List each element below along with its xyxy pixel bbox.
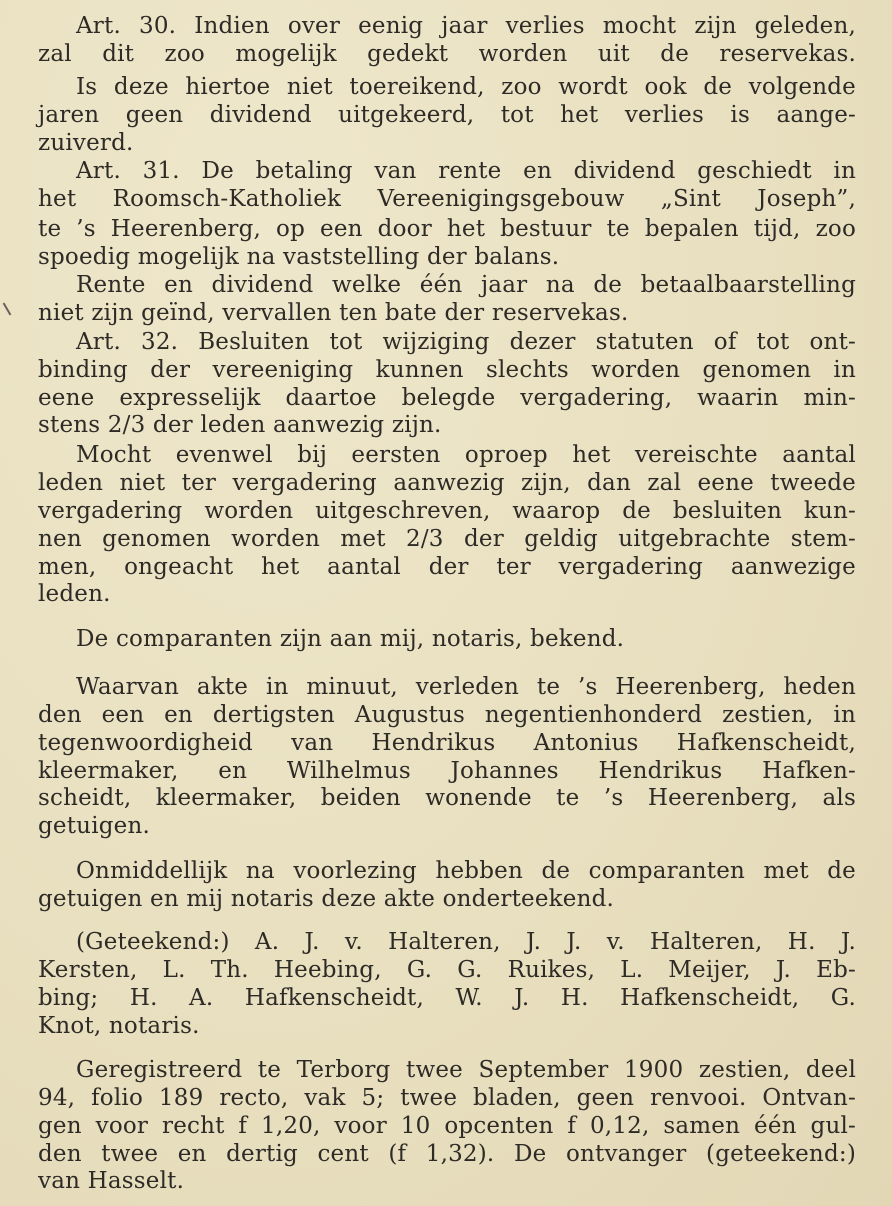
text-line: stens 2/3 der leden aanwezig zijn. [38, 412, 442, 438]
text-line: scheidt, kleermaker, beiden wonende te ’s Heerenberg, als [38, 785, 856, 811]
text-line: Rente en dividend welke één jaar na de betaalbaarstelling [76, 272, 856, 298]
text-line: Art. 30. Indien over eenig jaar verlies mocht zijn geleden, [76, 13, 856, 39]
text-line: Mocht evenwel bij eersten oproep het vereischte aantal [76, 442, 856, 468]
text-line: het Roomsch-Katholiek Vereenigingsgebouw „Sint Joseph”, [38, 186, 856, 212]
text-line: getuigen. [38, 813, 151, 839]
text-line: Knot, notaris. [38, 1013, 200, 1039]
text-line: getuigen en mij notaris deze akte onderteekend. [38, 886, 615, 912]
text-line: Geregistreerd te Terborg twee September 1900 zestien, deel [76, 1057, 856, 1083]
text-line: zuiverd. [38, 130, 134, 156]
text-line: den een en dertigsten Augustus negentienhonderd zestien, in [38, 702, 856, 728]
text-line: men, ongeacht het aantal der ter vergadering aanwezige [38, 554, 856, 580]
margin-mark [3, 302, 12, 315]
text-line: bing; H. A. Hafkenscheidt, W. J. H. Hafkenscheidt, G. [38, 985, 856, 1011]
text-line: den twee en dertig cent (f 1,32). De ontvanger (geteekend:) [38, 1141, 856, 1167]
text-line: Onmiddellijk na voorlezing hebben de comparanten met de [76, 858, 856, 884]
text-line: Waarvan akte in minuut, verleden te ’s Heerenberg, heden [76, 674, 856, 700]
text-line: Kersten, L. Th. Heebing, G. G. Ruikes, L. Meijer, J. Eb- [38, 957, 856, 983]
text-line: van Hasselt. [38, 1168, 185, 1194]
text-line: 94, folio 189 recto, vak 5; twee bladen, geen renvooi. Ontvan- [38, 1085, 856, 1111]
text-line: eene expresselijk daartoe belegde vergadering, waarin min- [38, 385, 856, 411]
text-line: (Geteekend:) A. J. v. Halteren, J. J. v. Halteren, H. J. [76, 929, 856, 955]
text-line: leden. [38, 581, 111, 607]
text-line: Art. 31. De betaling van rente en dividend geschiedt in [76, 158, 856, 184]
text-line: De comparanten zijn aan mij, notaris, bekend. [76, 626, 625, 652]
text-line: kleermaker, en Wilhelmus Johannes Hendrikus Hafken- [38, 758, 856, 784]
text-line: jaren geen dividend uitgekeerd, tot het verlies is aange- [38, 102, 856, 128]
text-line: leden niet ter vergadering aanwezig zijn, dan zal eene tweede [38, 470, 856, 496]
text-line: vergadering worden uitgeschreven, waarop de besluiten kun- [38, 498, 856, 524]
text-line: Is deze hiertoe niet toereikend, zoo wordt ook de volgende [76, 74, 856, 100]
text-line: zal dit zoo mogelijk gedekt worden uit de reservekas. [38, 41, 856, 67]
text-line: te ’s Heerenberg, op een door het bestuur te bepalen tijd, zoo [38, 216, 856, 242]
text-line: binding der vereeniging kunnen slechts worden genomen in [38, 357, 856, 383]
text-line: gen voor recht f 1,20, voor 10 opcenten f 0,12, samen één gul- [38, 1113, 856, 1139]
text-line: niet zijn geïnd, vervallen ten bate der reservekas. [38, 300, 629, 326]
text-line: tegenwoordigheid van Hendrikus Antonius Hafkenscheidt, [38, 730, 856, 756]
text-line: nen genomen worden met 2/3 der geldig uitgebrachte stem- [38, 526, 856, 552]
text-line: Art. 32. Besluiten tot wijziging dezer statuten of tot ont- [76, 329, 856, 355]
text-line: spoedig mogelijk na vaststelling der balans. [38, 244, 560, 270]
